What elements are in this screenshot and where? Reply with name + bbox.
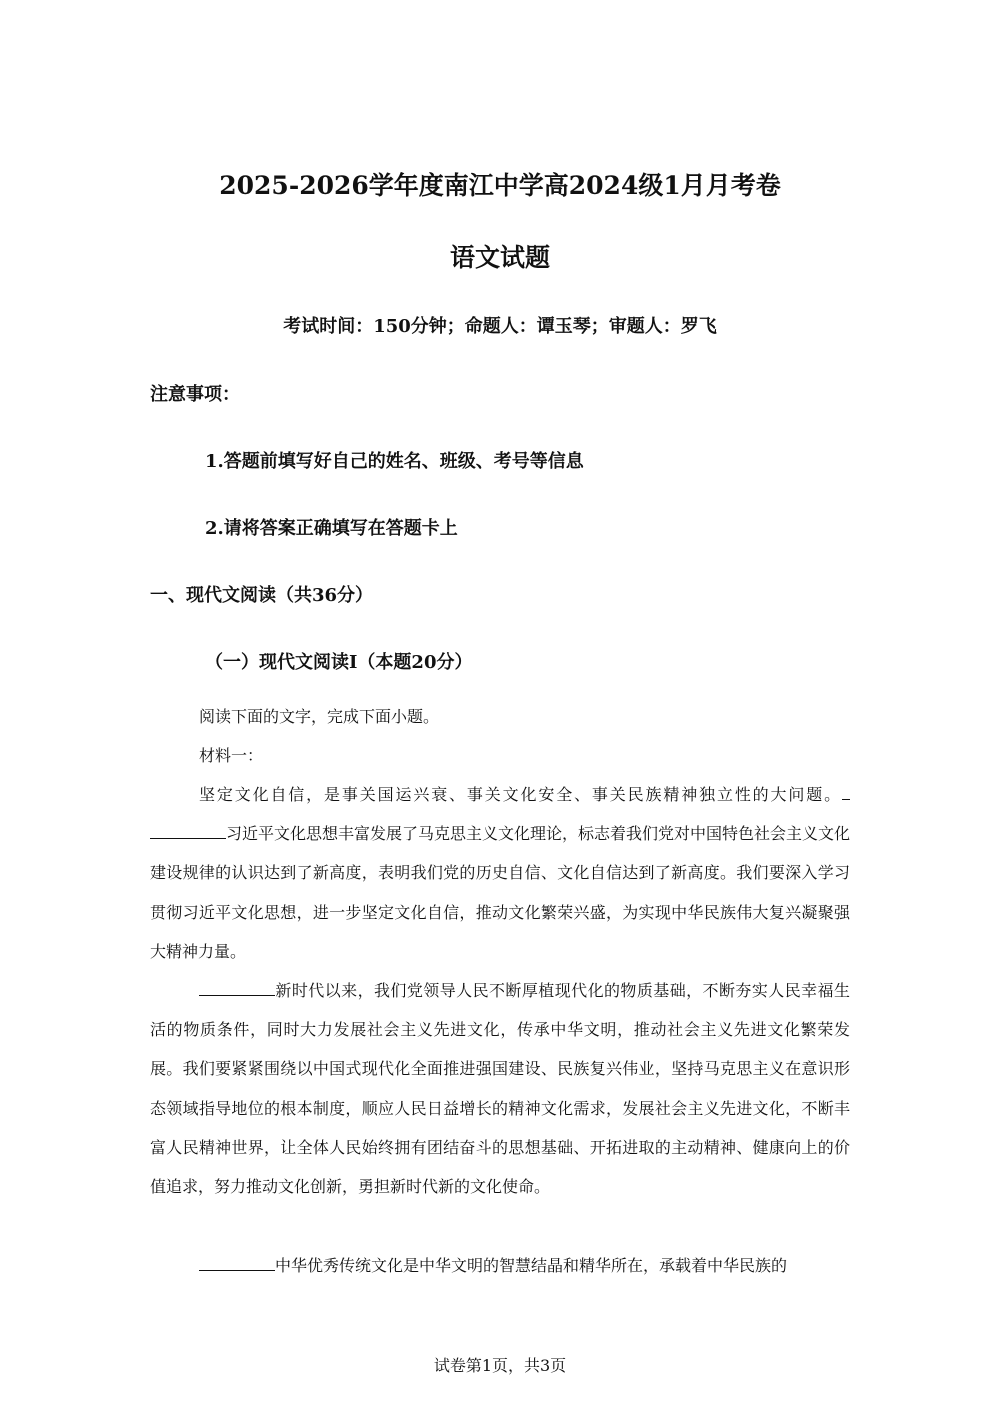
paragraph-3 bbox=[150, 1246, 850, 1285]
reading-instruction: 阅读下面的文字，完成下面小题。 bbox=[199, 707, 440, 726]
paragraph-1-text-after: 习近平文化思想丰富发展了马克思主义文化理论，标志着我们党对中国特色社会主义文化建设规律的认识达到了新高度，表明我们党的历史自信、文化自信达到了新高度。我们要深入学习贯彻习近平文化思想，进一步坚定文化自信，推动文化繁荣兴盛，为实现中华民族伟大复兴凝聚强大精神力量。 bbox=[150, 824, 851, 961]
fill-blank-1b bbox=[150, 837, 226, 839]
page-footer: 试卷第1页，共3页 bbox=[433, 1356, 567, 1375]
material-label: 材料一： bbox=[199, 746, 264, 765]
paragraph-2 bbox=[150, 971, 850, 1206]
exam-info: 考试时间：150分钟；命题人：谭玉琴；审题人：罗飞 bbox=[283, 316, 717, 337]
fill-blank-3 bbox=[199, 1269, 275, 1271]
paragraph-1 bbox=[150, 775, 850, 971]
section-title: 一、现代文阅读（共36分） bbox=[150, 585, 374, 606]
paragraph-1-text-before: 坚定文化自信，是事关国运兴衰、事关文化安全、事关民族精神独立性的大问题。 bbox=[199, 785, 842, 804]
note-item-1: 1.答题前填写好自己的姓名、班级、考号等信息 bbox=[205, 451, 584, 472]
fill-blank-2 bbox=[199, 994, 275, 996]
paragraph-3-text: 中华优秀传统文化是中华文明的智慧结晶和精华所在，承载着中华民族的 bbox=[275, 1256, 788, 1275]
subject-title: 语文试题 bbox=[449, 243, 550, 272]
subsection-title: （一）现代文阅读I（本题20分） bbox=[205, 652, 473, 673]
exam-title: 2025-2026学年度南江中学高2024级1月月考卷 bbox=[219, 171, 781, 200]
note-item-2: 2.请将答案正确填写在答题卡上 bbox=[205, 518, 458, 539]
notes-heading: 注意事项： bbox=[150, 384, 240, 405]
fill-blank-1a bbox=[842, 798, 850, 800]
paragraph-2-text: 新时代以来，我们党领导人民不断厚植现代化的物质基础，不断夯实人民幸福生活的物质条件，同时大力发展社会主义先进文化，传承中华文明，推动社会主义先进文化繁荣发展。我们要紧紧围绕以中国式现代化全面推进强国建设、民族复兴伟业，坚持马克思主义在意识形态领域指导地位的根本制度，顺应人民日益增长的精神文化需求，发展社会主义先进文化，不断丰富人民精神世界，让全体人民始终拥有团结奋斗的思想基础、开拓进取的主动精神、健康向上的价值追求，努力推动文化创新，勇担新时代新的文化使命。 bbox=[150, 981, 850, 1197]
